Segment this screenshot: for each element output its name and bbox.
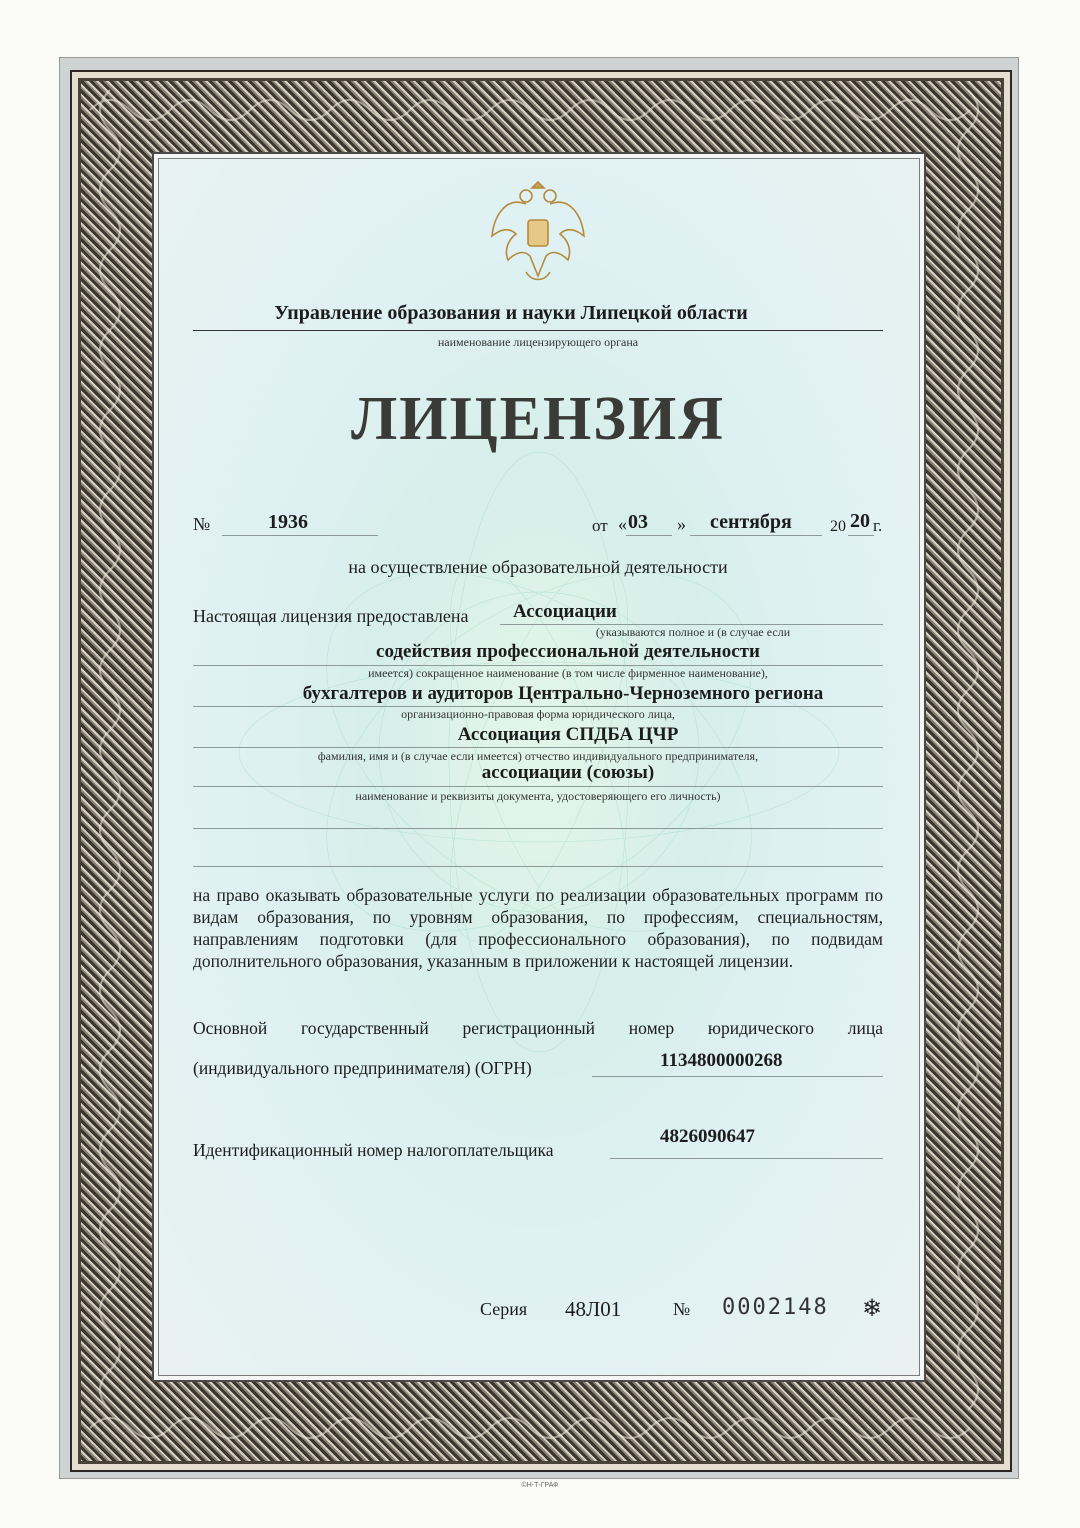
grantee-line-4: Ассоциация СПДБА ЦЧР — [457, 724, 679, 745]
ogrn-label-line-1: Основной государственный регистрационный номер юридического лица — [193, 1018, 883, 1038]
blank-line-2 — [193, 866, 883, 867]
printer-mark: ©Н-Т-ГРАФ — [521, 1482, 559, 1489]
license-number: 1936 — [268, 511, 308, 533]
issuer-name: Управление образования и науки Липецкой области — [274, 302, 748, 324]
form-number: 0002148 — [722, 1295, 829, 1320]
inn-underline — [610, 1158, 883, 1159]
license-month: сентября — [710, 511, 792, 533]
license-date-from: от — [592, 516, 608, 535]
license-purpose: на осуществление образовательной деятельности — [348, 557, 728, 577]
grantee-line-5: ассоциации (союзы) — [481, 762, 655, 783]
license-number-underline — [222, 535, 378, 536]
inn-label: Идентификационный номер налогоплательщика — [193, 1140, 554, 1160]
ogrn-label-line-2: (индивидуального предпринимателя) (ОГРН) — [193, 1058, 532, 1078]
document-title: ЛИЦЕНЗИЯ — [351, 385, 725, 453]
form-series: 48Л01 — [565, 1297, 622, 1321]
grantee-line-3: бухгалтеров и аудиторов Центрально-Черноземного региона — [302, 683, 824, 704]
inn-value: 4826090647 — [660, 1126, 755, 1147]
coat-of-arms-icon — [486, 176, 590, 288]
grantee-underline-5 — [193, 786, 883, 787]
year-underline — [848, 535, 874, 536]
grantee-line-1: Ассоциации — [513, 601, 617, 622]
day-underline — [626, 535, 672, 536]
license-year-suffix: 20 — [850, 510, 870, 532]
issuer-caption: наименование лицензирующего органа — [437, 335, 639, 349]
grantee-underline-4 — [193, 747, 883, 748]
form-series-label: Серия — [480, 1299, 528, 1319]
form-number-label: № — [673, 1299, 691, 1319]
grantee-caption-2: имеется) сокращенное наименование (в том числе фирменное наименование), — [368, 666, 768, 680]
license-year-unit: г. — [873, 516, 883, 535]
license-number-label: № — [193, 514, 211, 534]
snowflake-icon: ❄ — [862, 1296, 883, 1322]
date-quote-open: « — [618, 514, 627, 534]
grantee-caption-3: организационно-правовая форма юридического лица, — [401, 707, 675, 721]
date-quote-close: » — [677, 514, 686, 534]
rights-text: на право оказывать образовательные услуги по реализации образовательных программ по видам образования, по уровням образования, по профессиям, специальностям, направлениям подготовки (для профессионального образования), по подвидам дополнительного образования, указанным в приложении к настоящей лицензии. — [193, 885, 883, 971]
grantee-caption-4: фамилия, имя и (в случае если имеется) отчество индивидуального предпринимателя, — [317, 749, 759, 763]
license-year-prefix: 20 — [830, 518, 846, 535]
grantee-line-2: содействия профессиональной деятельности — [376, 641, 760, 662]
grantee-caption-1: (указываются полное и (в случае если — [595, 625, 791, 639]
blank-line-1 — [193, 828, 883, 829]
ogrn-value: 1134800000268 — [660, 1050, 783, 1071]
grantee-intro: Настоящая лицензия предоставлена — [193, 606, 469, 626]
issuer-underline — [193, 330, 883, 331]
grantee-caption-5: наименование и реквизиты документа, удостоверяющего его личность) — [355, 789, 721, 803]
month-underline — [690, 535, 822, 536]
license-day: 03 — [628, 511, 648, 533]
ogrn-underline — [592, 1076, 883, 1077]
